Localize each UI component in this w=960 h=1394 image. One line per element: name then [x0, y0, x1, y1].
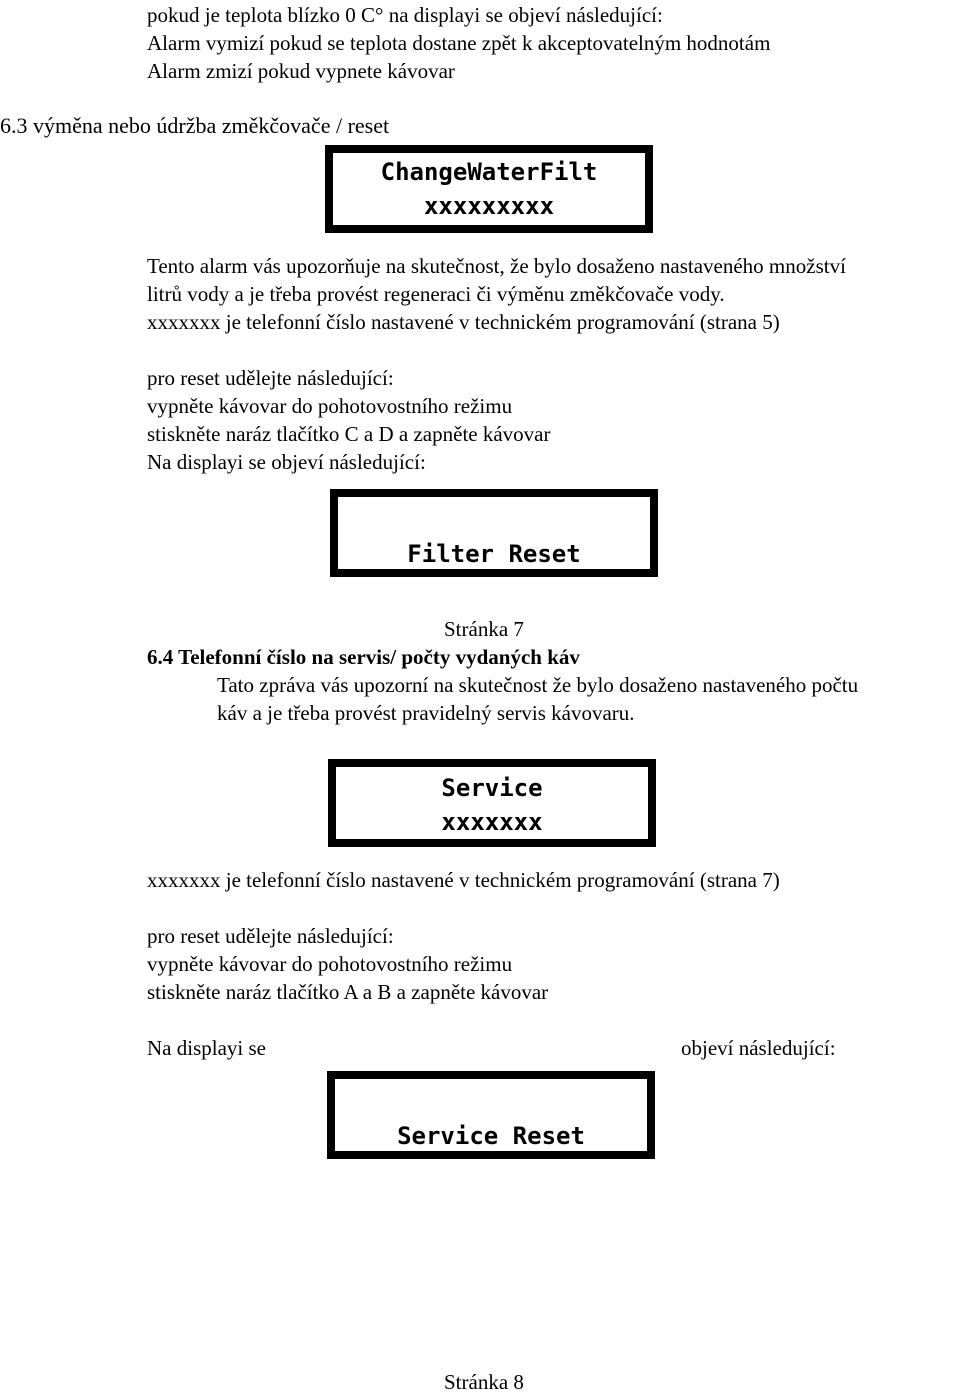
- section-6-4-final-left: Na displayi se: [147, 1036, 266, 1060]
- intro-line-3: Alarm zmizí pokud vypnete kávovar: [147, 59, 455, 83]
- display-service: [328, 759, 656, 847]
- section-6-3-reset-2: vypněte kávovar do pohotovostního režimu: [147, 394, 513, 418]
- intro-line-1: pokud je teplota blízko 0 C° na displayi se objeví následující:: [147, 3, 663, 27]
- section-6-3-text-1: Tento alarm vás upozorňuje na skutečnost, že bylo dosaženo nastaveného množství: [147, 254, 846, 278]
- section-6-3-text-2: litrů vody a je třeba provést regeneraci či výměnu změkčovače vody.: [147, 282, 725, 306]
- display-service-line2: xxxxxxx: [441, 808, 543, 836]
- section-6-4-reset-2: vypněte kávovar do pohotovostního režimu: [147, 952, 513, 976]
- display-change-water-filter-line2: xxxxxxxxx: [423, 192, 555, 220]
- section-6-4-text-1: Tato zpráva vás upozorní na skutečnost že bylo dosaženo nastaveného počtu: [217, 673, 859, 697]
- section-6-3-text-3: xxxxxxx je telefonní číslo nastavené v technickém programování (strana 5): [147, 310, 780, 334]
- section-6-4-text-3: xxxxxxx je telefonní číslo nastavené v technickém programování (strana 7): [147, 868, 780, 892]
- section-6-3-reset-4: Na displayi se objeví následující:: [147, 450, 426, 474]
- display-service-reset: [327, 1071, 655, 1159]
- section-6-3-reset-3: stiskněte naráz tlačítko C a D a zapněte kávovar: [147, 422, 551, 446]
- section-6-4-heading: 6.4 Telefonní číslo na servis/ počty vydaných káv: [147, 645, 580, 669]
- section-6-4-reset-1: pro reset udělejte následující:: [147, 924, 394, 948]
- section-6-4-reset-3: stiskněte naráz tlačítko A a B a zapněte kávovar: [147, 980, 549, 1004]
- display-change-water-filter-line1: ChangeWaterFilt: [380, 158, 598, 186]
- section-6-3-heading: 6.3 výměna nebo údržba změkčovače / reset: [0, 113, 390, 138]
- display-service-line1: Service: [441, 774, 543, 802]
- section-6-4-final-right: objeví následující:: [681, 1036, 836, 1060]
- page-7-label: Stránka 7: [444, 617, 524, 641]
- display-change-water-filter: [325, 145, 653, 233]
- display-service-reset-line1: Service Reset: [397, 1122, 585, 1150]
- display-filter-reset: [330, 489, 658, 577]
- display-filter-reset-line1: Filter Reset: [407, 540, 581, 568]
- page-8-label: Stránka 8: [444, 1370, 524, 1394]
- section-6-4-text-2: káv a je třeba provést pravidelný servis kávovaru.: [217, 701, 635, 725]
- intro-line-2: Alarm vymizí pokud se teplota dostane zpět k akceptovatelným hodnotám: [147, 31, 771, 55]
- section-6-3-reset-1: pro reset udělejte následující:: [147, 366, 394, 390]
